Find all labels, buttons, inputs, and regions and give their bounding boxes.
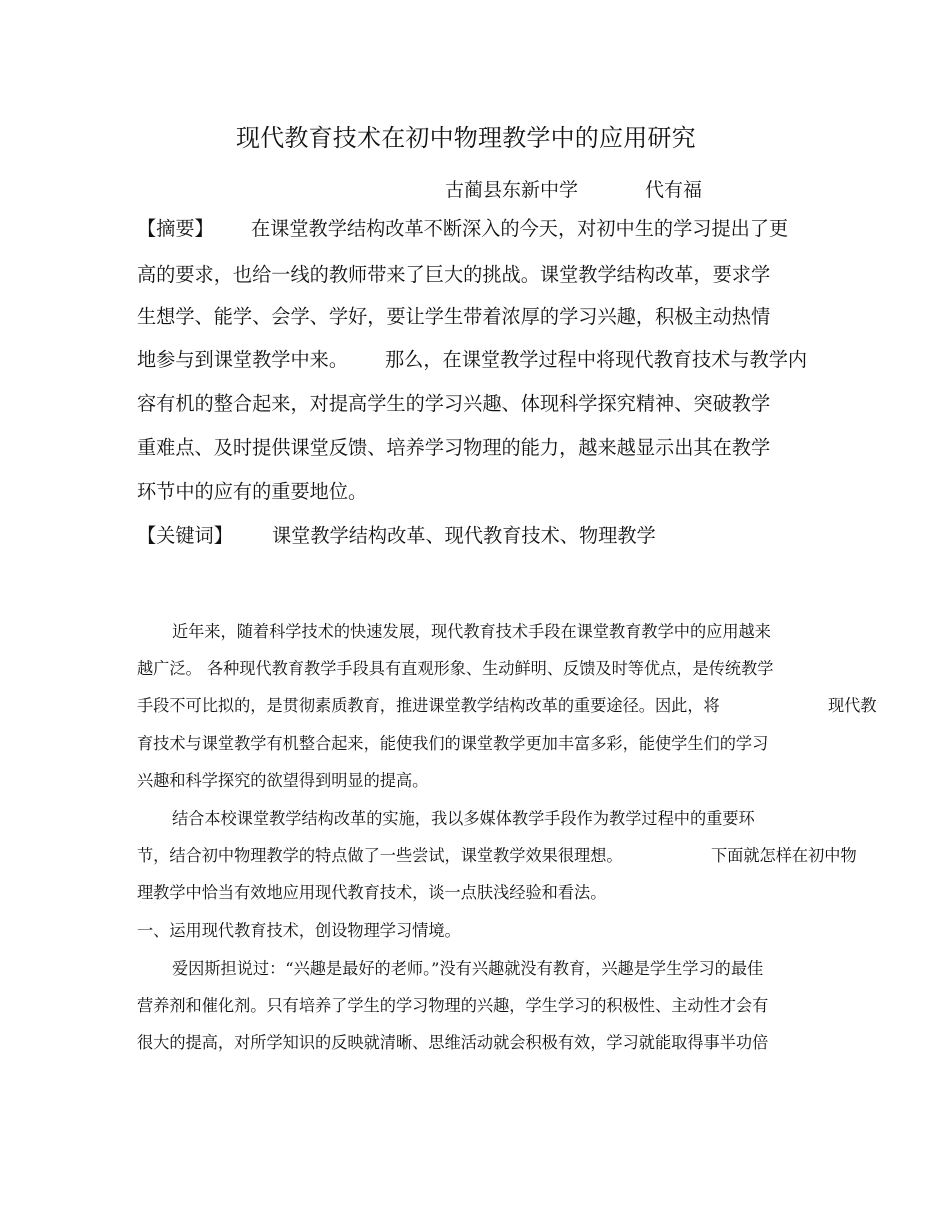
- body-line: 越广泛。 各种现代教育教学手段具有直观形象、生动鲜明、反馈及时等优点，是传统教学: [137, 659, 774, 678]
- keywords-label: 【关键词】: [137, 524, 233, 547]
- abstract-line: 高的要求，也给一线的教师带来了巨大的挑战。课堂教学结构改革，要求学: [137, 263, 771, 286]
- abstract-line: 环节中的应有的重要地位。: [137, 480, 368, 503]
- body-line: 结合本校课堂教学结构改革的实施，我以多媒体教学手段作为教学过程中的重要环: [172, 809, 755, 828]
- abstract-line: 重难点、及时提供课堂反馈、培养学习物理的能力，越来越显示出其在教学: [137, 436, 771, 459]
- body-line: 理教学中恰当有效地应用现代教育技术，谈一点肤浅经验和看法。: [137, 883, 607, 902]
- abstract-label: 【摘要】: [137, 217, 214, 240]
- author-school: 古蔺县东新中学: [445, 179, 579, 201]
- abstract-line: 地参与到课堂教学中来。: [137, 348, 349, 371]
- abstract-line: 在课堂教学结构改革不断深入的今天，对初中生的学习提出了更: [251, 217, 789, 240]
- body-line: 现代教: [828, 696, 877, 715]
- body-line: 兴趣和科学探究的欲望得到明显的提高。: [137, 771, 429, 790]
- body-line: 营养剂和催化剂。只有培养了学生的学习物理的兴趣，学生学习的积极性、主动性才会有: [137, 996, 769, 1015]
- abstract-line: 那么，在课堂教学过程中将现代教育技术与教学内: [385, 348, 808, 371]
- body-line: 节，结合初中物理教学的特点做了一些尝试，课堂教学效果很理想。: [137, 846, 623, 865]
- author-name: 代有福: [645, 179, 703, 201]
- body-line: 近年来，随着科学技术的快速发展，现代教育技术手段在课堂教育教学中的应用越来: [172, 622, 771, 641]
- body-line: 很大的提高，对所学知识的反映就清晰、思维活动就会积极有效，学习就能取得事半功倍: [137, 1033, 769, 1052]
- keywords-text: 课堂教学结构改革、现代教育技术、物理教学: [272, 524, 656, 547]
- body-line: 育技术与课堂教学有机整合起来，能使我们的课堂教学更加丰富多彩，能使学生们的学习: [137, 734, 769, 753]
- abstract-line: 容有机的整合起来，对提高学生的学习兴趣、体现科学探究精神、突破教学: [137, 392, 771, 415]
- abstract-line: 生想学、能学、会学、学好，要让学生带着浓厚的学习兴趣，积极主动热情: [137, 305, 771, 328]
- body-line: 下面就怎样在初中物: [711, 846, 857, 865]
- body-line: 手段不可比拟的，是贯彻素质教育，推进课堂教学结构改革的重要途径。因此，将: [137, 696, 720, 715]
- document-title: 现代教育技术在初中物理教学中的应用研究: [236, 124, 696, 152]
- body-line: 爱因斯担说过：“兴趣是最好的老师。”没有兴趣就没有教育，兴趣是学生学习的最佳: [172, 959, 764, 978]
- section-heading: 一、运用现代教育技术，创设物理学习情境。: [137, 921, 461, 940]
